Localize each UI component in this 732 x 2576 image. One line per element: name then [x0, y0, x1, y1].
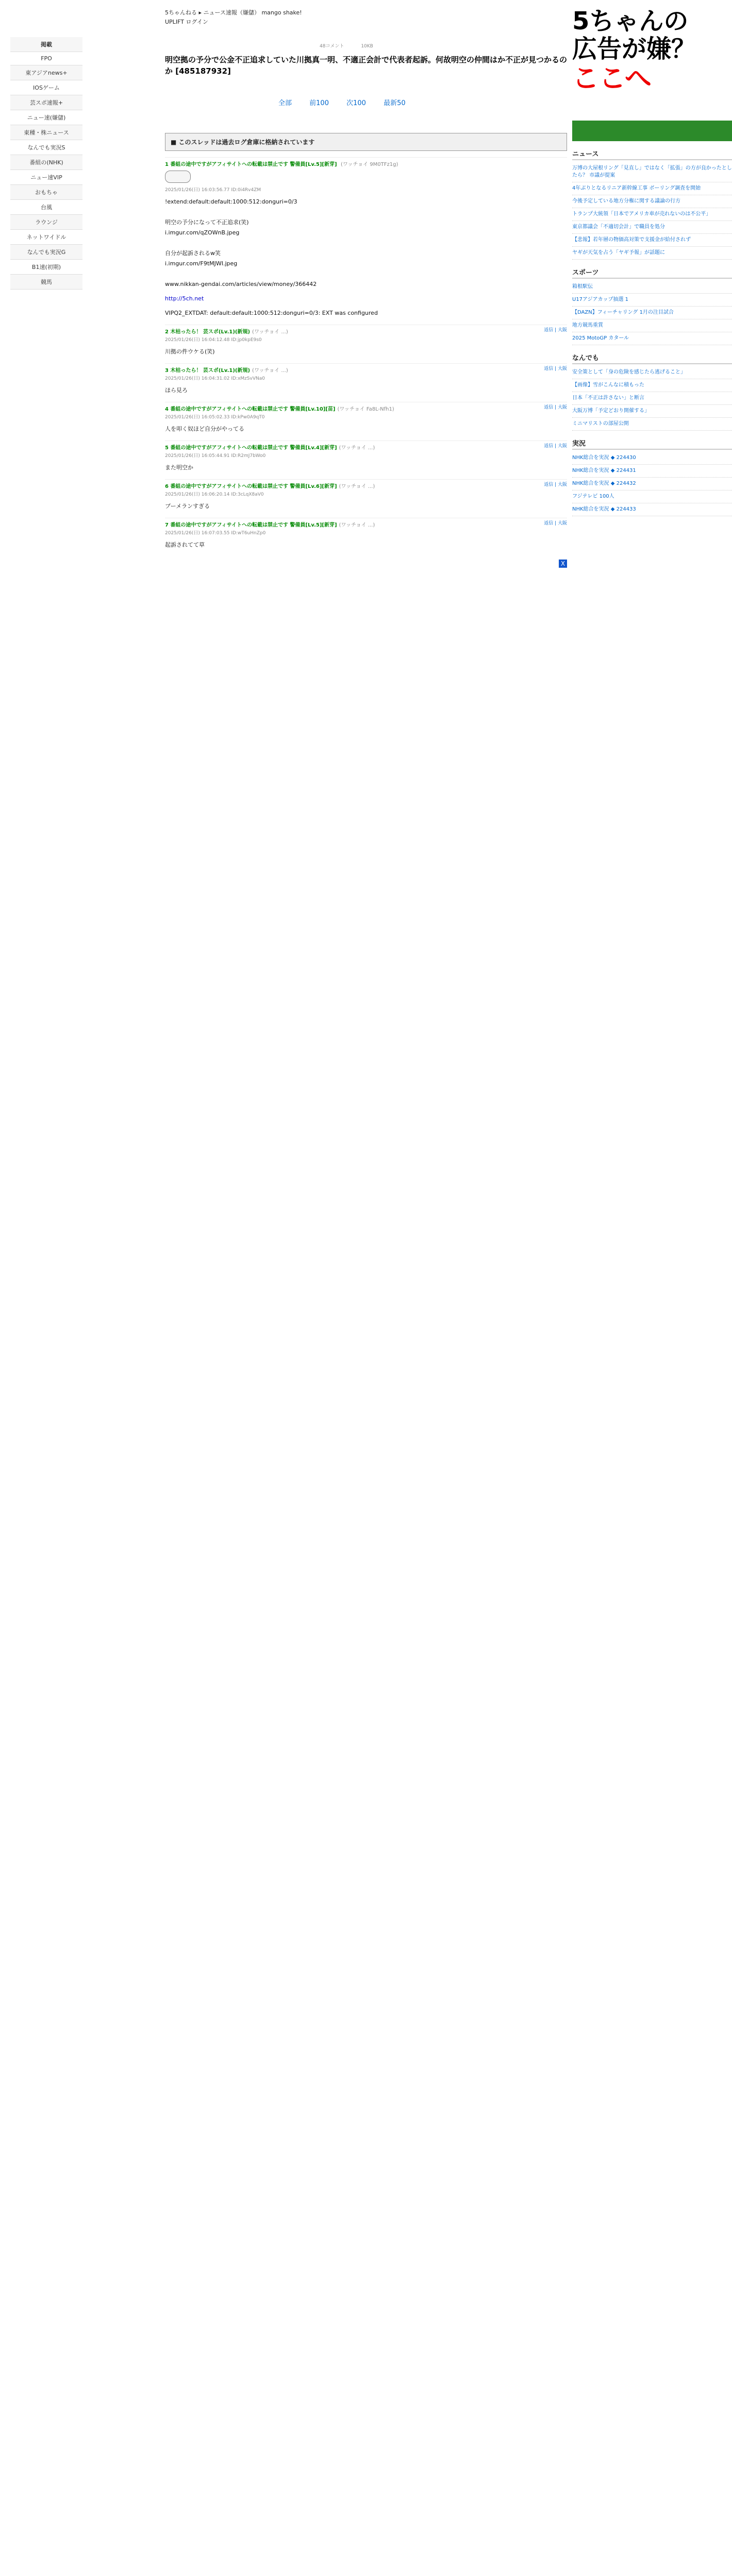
archive-notice: ■ このスレッドは過去ログ倉庫に格納されています [165, 133, 567, 151]
misc-item[interactable]: 安全策として「身の危険を感じたら逃げること」 [572, 366, 732, 379]
page-latest-link[interactable]: 最新50 [384, 99, 406, 107]
jikkyo-item[interactable]: フジテレビ 100人 [572, 490, 732, 503]
post-body: 人を叩く奴ほど自分がやってる [165, 426, 244, 432]
sports-item[interactable]: 【DAZN】フィーチャリング 1月の注目試合 [572, 307, 732, 319]
post [165, 518, 567, 550]
breadcrumb[interactable]: 5ちゃんねる ▸ ニュース速報（嫌儲） mango shake! [165, 9, 302, 16]
post-reply-link[interactable] [544, 443, 567, 450]
top-navigation [165, 8, 567, 27]
post-date: 2025/01/26(日) 16:07:03.55 ID:wT6uHnZp0 [165, 531, 266, 536]
sidebar-item[interactable]: ニュー速(嫌儲) [10, 110, 82, 125]
sidebar-item[interactable]: おもちゃ [10, 185, 82, 200]
page-next-link[interactable]: 次100 [346, 99, 366, 107]
jikkyo-item[interactable]: NHK総合を実況 ◆ 224431 [572, 465, 732, 478]
post-date: 2025/01/26(日) 16:04:31.02 ID:xMzSvVNa0 [165, 376, 265, 381]
post-body: ブーメランすぎる [165, 503, 210, 510]
misc-section [572, 352, 732, 431]
post-trip: (ワッチョイ ...) [339, 522, 375, 528]
banner-line-2: 広告が嫌？ [572, 35, 696, 63]
link-text[interactable]: http://5ch.net [165, 295, 204, 302]
post-trip: (ワッチョイ Fa8L-Nfh1) [337, 406, 394, 412]
sidebar-item[interactable]: なんでも実況S [10, 140, 82, 155]
news-heading: ニュース [572, 148, 732, 160]
post-reply-link[interactable] [544, 482, 567, 488]
news-section [572, 148, 732, 260]
misc-item[interactable]: 日本「不正は許さない」と断言 [572, 392, 732, 405]
news-item[interactable]: ヤギが天気を占う「ヤギ予報」が話題に [572, 247, 732, 260]
ad-slot [165, 560, 567, 575]
thread-size: 10KB [361, 44, 373, 49]
sidebar-item[interactable]: ネットワイドル [10, 230, 82, 245]
login-link[interactable]: UPLIFT ログイン [165, 19, 208, 25]
banner-grass [572, 121, 732, 141]
post-header [165, 520, 567, 528]
post-header [165, 160, 567, 167]
sidebar-item[interactable]: 東種・株ニュース [10, 125, 82, 140]
ad-close-icon[interactable]: X [559, 560, 567, 568]
sidebar-item[interactable]: 掲載 [10, 37, 82, 52]
post-header [165, 482, 567, 489]
banner-line-1: 5ちゃんの [572, 7, 689, 36]
thread-title: 明空拠の予分で公金不正追求していた川拠真一明、不適正会計で代表者起訴。何故明空の仲間はか不正が見つかるのか [485187932] [165, 55, 567, 76]
jikkyo-item[interactable]: NHK総合を実況 ◆ 224432 [572, 478, 732, 490]
post-date: 2025/01/26(日) 16:05:02.33 ID:kPw0A9qT0 [165, 415, 265, 420]
post-name: 2 木枯ったら！ 芸スポ(Lv.1)(新規) [165, 329, 251, 335]
post-header [165, 404, 567, 412]
reply-text[interactable]: 返信 | 大阪 [544, 366, 567, 371]
post-name: 4 番組の途中ですがアフィサイトへの転載は禁止です 警備員[Lv.10][苗] [165, 406, 336, 412]
right-sidebar [572, 0, 732, 2576]
post-body: !extend:default:default:1000:512:donguri=0/3 明空の予分になって不正追求(笑) i.imgur.com/qZOWnB.jpeg 自分が起訴されるw笑 i.imgur.com/F9tMJWI.jpeg www.nikkan-gendai.com/articles/view/money/366442 [165, 198, 317, 287]
sidebar-item[interactable]: 芸スポ速報+ [10, 95, 82, 110]
sports-item[interactable]: U17アジアカップ抽選 1 [572, 294, 732, 307]
post-body: 川拠の件ウケる(笑) [165, 348, 215, 355]
news-item[interactable]: 【悲報】若年層の物価高対策で支援金が給付されず [572, 234, 732, 247]
sidebar-item[interactable]: なんでも実況G [10, 245, 82, 260]
sidebar-item[interactable]: ニュー速VIP [10, 170, 82, 185]
jikkyo-item[interactable]: NHK総合を実況 ◆ 224433 [572, 503, 732, 516]
post [165, 325, 567, 357]
misc-heading: なんでも [572, 352, 732, 364]
reply-text[interactable]: 返信 | 大阪 [544, 482, 567, 487]
post-reply-link[interactable] [544, 327, 567, 334]
sidebar-item[interactable]: 競馬 [10, 275, 82, 290]
post-name: 6 番組の途中ですがアフィサイトへの転載は禁止です 警備員[Lv.6][新芽] [165, 484, 337, 489]
sidebar-item[interactable]: FPO [10, 52, 82, 65]
news-list [572, 162, 732, 260]
sports-heading: スポーツ [572, 267, 732, 279]
board-nav-list [10, 37, 82, 290]
post-name: 7 番組の途中ですがアフィサイトへの転載は禁止です 警備員[Lv.5][新芽] [165, 522, 337, 528]
page-first-link[interactable]: 前100 [309, 99, 329, 107]
post-body-ext: VIPQ2_EXTDAT: default:default:1000:512:donguri=0/3: EXT was configured [165, 310, 378, 316]
sports-item[interactable]: 2025 MotoGP カタール [572, 332, 732, 345]
sidebar-item[interactable]: 台風 [10, 200, 82, 215]
sidebar-item[interactable]: B1速(初期) [10, 260, 82, 275]
sidebar-item[interactable]: 番組の(NHK) [10, 155, 82, 170]
jikkyo-heading: 実況 [572, 438, 732, 450]
misc-item[interactable]: ミニマリストの部屋公開 [572, 418, 732, 431]
reply-text[interactable]: 返信 | 大阪 [544, 328, 567, 333]
post-trip: (ワッチョイ ...) [252, 368, 288, 374]
op-post [165, 157, 567, 318]
jikkyo-list [572, 452, 732, 516]
sports-list [572, 281, 732, 345]
banner-line-3: ここへ [572, 63, 652, 94]
post-list [165, 325, 567, 550]
post [165, 479, 567, 512]
post-name: 1 番組の途中ですがアフィサイトへの転載は禁止です 警備員[Lv.5][新芽] [165, 162, 337, 167]
page-all-link[interactable]: 全部 [278, 99, 292, 107]
news-item[interactable]: 今後予定している地方分権に関する議論の行方 [572, 195, 732, 208]
jikkyo-item[interactable]: NHK総合を実況 ◆ 224430 [572, 452, 732, 465]
post-date: 2025/01/26(日) 16:04:12.48 ID:jp0kpE9s0 [165, 337, 262, 343]
sidebar-item[interactable]: IOSゲーム [10, 80, 82, 95]
paging-links [278, 97, 567, 107]
sports-item[interactable]: 地方競馬重賞 [572, 319, 732, 332]
post-body: 起訴されてて草 [165, 541, 205, 548]
misc-list [572, 366, 732, 431]
post-date: 2025/01/26(日) 16:05:44.91 ID:R2mJ7bWo0 [165, 453, 266, 459]
left-sidebar [0, 0, 155, 2576]
news-item[interactable]: 4年ぶりとなるリニア新幹線工事 ボーリング調査を開始 [572, 182, 732, 195]
news-item[interactable]: 万博の大屋根リング「見直し」ではなく「拡張」の方が良かったとしたら？ 市議が提案 [572, 162, 732, 182]
sidebar-item[interactable]: ラウンジ [10, 215, 82, 230]
misc-item[interactable]: 【画像】雪がこんなに積もった [572, 379, 732, 392]
misc-item[interactable]: 大阪万博「予定どおり開催する」 [572, 405, 732, 418]
post [165, 402, 567, 434]
post-link[interactable] [165, 294, 567, 304]
sports-item[interactable]: 箱根駅伝 [572, 281, 732, 294]
reply-text[interactable]: 返信 | 大阪 [544, 405, 567, 410]
ad-banner[interactable] [572, 7, 732, 141]
post-reply-link[interactable] [544, 520, 567, 527]
post-body: ほら見ろ [165, 387, 188, 394]
post-name: 3 木枯ったら！ 芸スポ(Lv.1)(新規) [165, 368, 251, 374]
post-header [165, 327, 567, 335]
post-body: また明空か [165, 464, 193, 471]
comment-count: 48コメント [320, 44, 344, 49]
post-header [165, 443, 567, 451]
reply-text[interactable]: 返信 | 大阪 [544, 521, 567, 526]
post-trip: (ワッチョイ ...) [339, 445, 375, 451]
post-trip: (ワッチョイ 9M0TFz1g) [341, 162, 398, 167]
post-reply-link[interactable] [544, 366, 567, 372]
sidebar-item[interactable]: 東アジアnews+ [10, 65, 82, 80]
news-item[interactable]: トランプ大統領「日本でアメリカ車が売れないのは不公平」 [572, 208, 732, 221]
post-trip: (ワッチョイ ...) [339, 484, 375, 489]
reply-text[interactable]: 返信 | 大阪 [544, 444, 567, 449]
post [165, 440, 567, 473]
post [165, 363, 567, 396]
post-trip: (ワッチョイ ...) [252, 329, 288, 335]
sports-section [572, 267, 732, 345]
main-column [165, 0, 567, 2576]
jikkyo-section [572, 438, 732, 516]
thread-meta [165, 42, 567, 49]
post-header [165, 366, 567, 374]
archive-notice-text: このスレッドは過去ログ倉庫に格納されています [178, 139, 315, 146]
post-reply-link[interactable] [544, 404, 567, 411]
post-date: 2025/01/26(日) 16:03:56.77 ID:0i4Rv4ZM [165, 188, 261, 193]
news-item[interactable]: 東京都議会「不適切会計」で職員を処分 [572, 221, 732, 234]
post-date: 2025/01/26(日) 16:06:20.14 ID:3cLqX8aV0 [165, 492, 264, 497]
avatar [165, 171, 191, 183]
post-name: 5 番組の途中ですがアフィサイトへの転載は禁止です 警備員[Lv.4][新芽] [165, 445, 337, 451]
